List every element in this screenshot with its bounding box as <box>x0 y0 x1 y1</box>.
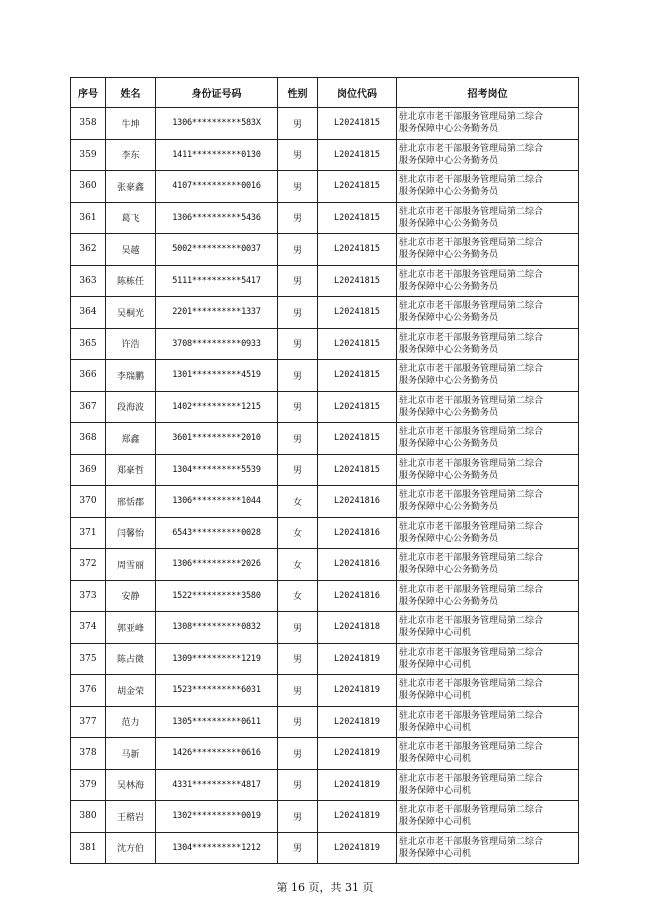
position-code-cell: L20241816 <box>318 580 397 612</box>
table-row <box>71 738 579 770</box>
position-code-cell: L20241815 <box>318 360 397 392</box>
position-code-cell: L20241815 <box>318 202 397 234</box>
position-line: 驻北京市老干部服务管理局第二综合 <box>399 490 544 501</box>
gender-cell: 男 <box>278 738 318 770</box>
name-cell: 郑鑫 <box>106 423 156 455</box>
gender-cell: 男 <box>278 675 318 707</box>
candidate-table <box>70 77 579 864</box>
table-row <box>71 549 579 581</box>
position-line: 驻北京市老干部服务管理局第二综合 <box>399 710 544 721</box>
table-row <box>71 139 579 171</box>
position-line: 服务保障中心公务勤务员 <box>399 313 499 324</box>
position-line: 服务保障中心公务勤务员 <box>399 124 499 135</box>
position-line: 驻北京市老干部服务管理局第二综合 <box>399 112 544 123</box>
position-line: 服务保障中心公务勤务员 <box>399 155 499 166</box>
position-cell <box>397 454 579 486</box>
serial-number-cell: 374 <box>71 612 106 644</box>
position-cell <box>397 801 579 833</box>
serial-number-cell: 378 <box>71 738 106 770</box>
name-cell: 许浩 <box>106 328 156 360</box>
position-code-cell: L20241819 <box>318 675 397 707</box>
table-row <box>71 297 579 329</box>
serial-number-cell: 366 <box>71 360 106 392</box>
serial-number-cell: 359 <box>71 139 106 171</box>
position-line: 驻北京市老干部服务管理局第二综合 <box>399 773 544 784</box>
gender-cell: 男 <box>278 328 318 360</box>
gender-cell: 男 <box>278 234 318 266</box>
gender-cell: 男 <box>278 139 318 171</box>
serial-number-cell: 361 <box>71 202 106 234</box>
position-cell <box>397 769 579 801</box>
name-cell: 王楷岩 <box>106 801 156 833</box>
position-line: 驻北京市老干部服务管理局第二综合 <box>399 805 544 816</box>
position-line: 驻北京市老干部服务管理局第二综合 <box>399 836 544 847</box>
name-cell: 闫馨怡 <box>106 517 156 549</box>
position-line: 驻北京市老干部服务管理局第二综合 <box>399 206 544 217</box>
position-code-cell: L20241815 <box>318 391 397 423</box>
gender-cell: 男 <box>278 202 318 234</box>
name-cell: 陈栋任 <box>106 265 156 297</box>
name-cell: 周雪丽 <box>106 549 156 581</box>
table-row <box>71 517 579 549</box>
position-line: 驻北京市老干部服务管理局第二综合 <box>399 458 544 469</box>
serial-number-cell: 377 <box>71 706 106 738</box>
position-line: 驻北京市老干部服务管理局第二综合 <box>399 553 544 564</box>
position-code-cell: L20241815 <box>318 108 397 140</box>
position-cell <box>397 423 579 455</box>
position-line: 驻北京市老干部服务管理局第二综合 <box>399 427 544 438</box>
table-row <box>71 706 579 738</box>
table-row <box>71 171 579 203</box>
id-number-cell: 1306**********583X <box>156 108 278 140</box>
id-number-cell: 1301**********4519 <box>156 360 278 392</box>
id-number-cell: 1302**********0019 <box>156 801 278 833</box>
position-line: 服务保障中心公务勤务员 <box>399 596 499 607</box>
name-cell: 陈占微 <box>106 643 156 675</box>
table-body <box>71 108 579 864</box>
position-line: 驻北京市老干部服务管理局第二综合 <box>399 616 544 627</box>
id-number-cell: 3601**********2010 <box>156 423 278 455</box>
position-code-cell: L20241815 <box>318 139 397 171</box>
gender-cell: 男 <box>278 360 318 392</box>
name-cell: 李东 <box>106 139 156 171</box>
serial-number-cell: 375 <box>71 643 106 675</box>
name-cell: 李瑞鹏 <box>106 360 156 392</box>
position-cell <box>397 171 579 203</box>
position-line: 服务保障中心公务勤务员 <box>399 281 499 292</box>
position-cell <box>397 360 579 392</box>
table-row <box>71 454 579 486</box>
table-row <box>71 360 579 392</box>
position-code-cell: L20241815 <box>318 297 397 329</box>
position-code-cell: L20241815 <box>318 234 397 266</box>
id-number-cell: 1523**********6031 <box>156 675 278 707</box>
position-code-cell: L20241819 <box>318 769 397 801</box>
position-code-cell: L20241819 <box>318 801 397 833</box>
position-line: 服务保障中心司机 <box>399 659 472 670</box>
id-number-cell: 1304**********1212 <box>156 832 278 864</box>
serial-number-cell: 360 <box>71 171 106 203</box>
position-line: 服务保障中心公务勤务员 <box>399 376 499 387</box>
name-cell: 吴越 <box>106 234 156 266</box>
position-line: 服务保障中心司机 <box>399 848 472 859</box>
position-cell <box>397 643 579 675</box>
position-cell <box>397 108 579 140</box>
name-cell: 葛飞 <box>106 202 156 234</box>
name-cell: 安静 <box>106 580 156 612</box>
position-code-cell: L20241819 <box>318 738 397 770</box>
position-line: 服务保障中心公务勤务员 <box>399 439 499 450</box>
position-cell <box>397 202 579 234</box>
gender-cell: 男 <box>278 769 318 801</box>
serial-number-cell: 373 <box>71 580 106 612</box>
position-line: 驻北京市老干部服务管理局第二综合 <box>399 679 544 690</box>
gender-cell: 男 <box>278 297 318 329</box>
position-line: 服务保障中心公务勤务员 <box>399 407 499 418</box>
position-cell <box>397 139 579 171</box>
table-row <box>71 769 579 801</box>
serial-number-cell: 362 <box>71 234 106 266</box>
header-name: 姓名 <box>106 78 156 108</box>
position-code-cell: L20241815 <box>318 454 397 486</box>
position-code-cell: L20241819 <box>318 832 397 864</box>
header-gender: 性别 <box>278 78 318 108</box>
position-cell <box>397 832 579 864</box>
table-row <box>71 612 579 644</box>
position-cell <box>397 391 579 423</box>
id-number-cell: 4331**********4817 <box>156 769 278 801</box>
position-line: 服务保障中心公务勤务员 <box>399 565 499 576</box>
id-number-cell: 1306**********5436 <box>156 202 278 234</box>
gender-cell: 女 <box>278 517 318 549</box>
header-position: 招考岗位 <box>397 78 579 108</box>
position-cell <box>397 706 579 738</box>
serial-number-cell: 368 <box>71 423 106 455</box>
id-number-cell: 5111**********5417 <box>156 265 278 297</box>
serial-number-cell: 379 <box>71 769 106 801</box>
position-line: 服务保障中心公务勤务员 <box>399 470 499 481</box>
position-cell <box>397 265 579 297</box>
position-code-cell: L20241819 <box>318 706 397 738</box>
name-cell: 郑豪哲 <box>106 454 156 486</box>
id-number-cell: 6543**********0028 <box>156 517 278 549</box>
serial-number-cell: 364 <box>71 297 106 329</box>
serial-number-cell: 380 <box>71 801 106 833</box>
table-row <box>71 328 579 360</box>
position-line: 服务保障中心公务勤务员 <box>399 218 499 229</box>
serial-number-cell: 369 <box>71 454 106 486</box>
position-code-cell: L20241815 <box>318 328 397 360</box>
position-code-cell: L20241816 <box>318 486 397 518</box>
serial-number-cell: 367 <box>71 391 106 423</box>
gender-cell: 男 <box>278 832 318 864</box>
position-line: 驻北京市老干部服务管理局第二综合 <box>399 269 544 280</box>
serial-number-cell: 363 <box>71 265 106 297</box>
id-number-cell: 1306**********1044 <box>156 486 278 518</box>
serial-number-cell: 365 <box>71 328 106 360</box>
position-line: 驻北京市老干部服务管理局第二综合 <box>399 364 544 375</box>
table-row <box>71 423 579 455</box>
table-row <box>71 108 579 140</box>
page-footer: 第 16 页，共 31 页 <box>276 881 374 894</box>
id-number-cell: 1411**********0130 <box>156 139 278 171</box>
gender-cell: 男 <box>278 454 318 486</box>
id-number-cell: 4107**********0016 <box>156 171 278 203</box>
position-line: 服务保障中心司机 <box>399 817 472 828</box>
gender-cell: 女 <box>278 580 318 612</box>
position-cell <box>397 328 579 360</box>
gender-cell: 男 <box>278 108 318 140</box>
header-id-number: 身份证号码 <box>156 78 278 108</box>
gender-cell: 男 <box>278 265 318 297</box>
position-line: 服务保障中心公务勤务员 <box>399 250 499 261</box>
position-line: 驻北京市老干部服务管理局第二综合 <box>399 584 544 595</box>
table-row <box>71 832 579 864</box>
position-code-cell: L20241818 <box>318 612 397 644</box>
table-row <box>71 675 579 707</box>
id-number-cell: 2201**********1337 <box>156 297 278 329</box>
id-number-cell: 1305**********0611 <box>156 706 278 738</box>
position-cell <box>397 738 579 770</box>
id-number-cell: 3708**********0933 <box>156 328 278 360</box>
position-line: 驻北京市老干部服务管理局第二综合 <box>399 238 544 249</box>
position-line: 驻北京市老干部服务管理局第二综合 <box>399 175 544 186</box>
serial-number-cell: 370 <box>71 486 106 518</box>
gender-cell: 男 <box>278 612 318 644</box>
table-row <box>71 234 579 266</box>
name-cell: 牛坤 <box>106 108 156 140</box>
name-cell: 范力 <box>106 706 156 738</box>
name-cell: 郭亚峰 <box>106 612 156 644</box>
id-number-cell: 1308**********0832 <box>156 612 278 644</box>
position-code-cell: L20241815 <box>318 423 397 455</box>
gender-cell: 女 <box>278 549 318 581</box>
gender-cell: 男 <box>278 801 318 833</box>
table-header-row <box>71 78 579 108</box>
id-number-cell: 1309**********1219 <box>156 643 278 675</box>
id-number-cell: 1426**********0616 <box>156 738 278 770</box>
position-cell <box>397 675 579 707</box>
gender-cell: 男 <box>278 391 318 423</box>
position-line: 服务保障中心公务勤务员 <box>399 502 499 513</box>
id-number-cell: 1304**********5539 <box>156 454 278 486</box>
id-number-cell: 5002**********0037 <box>156 234 278 266</box>
position-cell <box>397 549 579 581</box>
position-line: 驻北京市老干部服务管理局第二综合 <box>399 301 544 312</box>
gender-cell: 男 <box>278 643 318 675</box>
position-cell <box>397 580 579 612</box>
serial-number-cell: 371 <box>71 517 106 549</box>
gender-cell: 女 <box>278 486 318 518</box>
table-row <box>71 486 579 518</box>
table-row <box>71 580 579 612</box>
position-line: 服务保障中心公务勤务员 <box>399 187 499 198</box>
name-cell: 吴桐光 <box>106 297 156 329</box>
name-cell: 段海波 <box>106 391 156 423</box>
name-cell: 马新 <box>106 738 156 770</box>
position-code-cell: L20241816 <box>318 549 397 581</box>
position-line: 服务保障中心司机 <box>399 628 472 639</box>
table-row <box>71 643 579 675</box>
position-line: 驻北京市老干部服务管理局第二综合 <box>399 143 544 154</box>
position-cell <box>397 234 579 266</box>
position-line: 驻北京市老干部服务管理局第二综合 <box>399 521 544 532</box>
serial-number-cell: 376 <box>71 675 106 707</box>
gender-cell: 男 <box>278 423 318 455</box>
position-line: 服务保障中心公务勤务员 <box>399 533 499 544</box>
serial-number-cell: 372 <box>71 549 106 581</box>
position-line: 服务保障中心司机 <box>399 785 472 796</box>
position-line: 驻北京市老干部服务管理局第二综合 <box>399 647 544 658</box>
position-code-cell: L20241815 <box>318 171 397 203</box>
position-code-cell: L20241819 <box>318 643 397 675</box>
position-code-cell: L20241815 <box>318 265 397 297</box>
position-cell <box>397 297 579 329</box>
header-position-code: 岗位代码 <box>318 78 397 108</box>
table-row <box>71 265 579 297</box>
position-line: 服务保障中心公务勤务员 <box>399 344 499 355</box>
name-cell: 胡金荣 <box>106 675 156 707</box>
gender-cell: 男 <box>278 706 318 738</box>
position-cell <box>397 612 579 644</box>
position-cell <box>397 517 579 549</box>
serial-number-cell: 358 <box>71 108 106 140</box>
table-row <box>71 391 579 423</box>
id-number-cell: 1402**********1215 <box>156 391 278 423</box>
gender-cell: 男 <box>278 171 318 203</box>
position-line: 驻北京市老干部服务管理局第二综合 <box>399 332 544 343</box>
serial-number-cell: 381 <box>71 832 106 864</box>
header-serial-number: 序号 <box>71 78 106 108</box>
position-code-cell: L20241816 <box>318 517 397 549</box>
position-line: 服务保障中心司机 <box>399 691 472 702</box>
name-cell: 张豪鑫 <box>106 171 156 203</box>
position-line: 驻北京市老干部服务管理局第二综合 <box>399 742 544 753</box>
name-cell: 邢恬郡 <box>106 486 156 518</box>
position-line: 服务保障中心司机 <box>399 754 472 765</box>
table-row <box>71 202 579 234</box>
id-number-cell: 1522**********3580 <box>156 580 278 612</box>
position-line: 驻北京市老干部服务管理局第二综合 <box>399 395 544 406</box>
name-cell: 沈方伯 <box>106 832 156 864</box>
table-row <box>71 801 579 833</box>
position-line: 服务保障中心司机 <box>399 722 472 733</box>
name-cell: 吴林海 <box>106 769 156 801</box>
id-number-cell: 1306**********2026 <box>156 549 278 581</box>
position-cell <box>397 486 579 518</box>
